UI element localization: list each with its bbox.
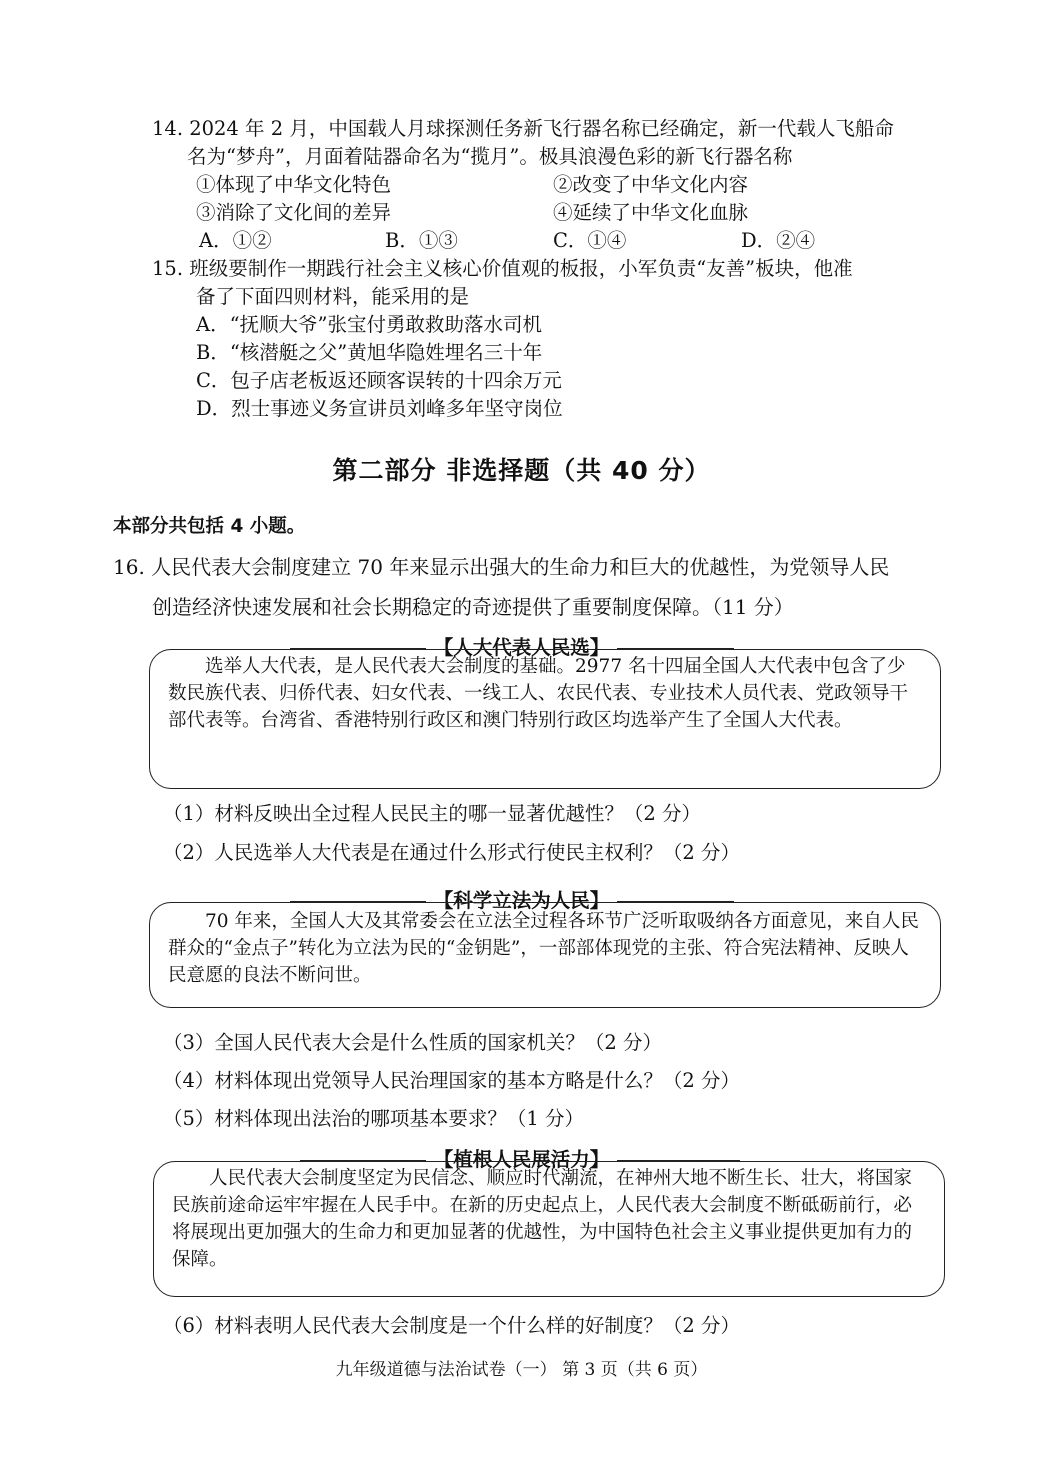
q15-choice-a: A．“抚顺大爷”张宝付勇敢救助落水司机	[196, 313, 543, 336]
q15-choice-c: C．包子店老板返还顾客误转的十四余万元	[196, 369, 562, 392]
q16-sub5: （5）材料体现出法治的哪项基本要求？（1 分）	[163, 1107, 585, 1130]
material-box-2	[149, 902, 941, 1008]
q16-stem-line1: 16. 人民代表大会制度建立 70 年来显示出强大的生命力和巨大的优越性，为党领导人民	[113, 555, 890, 579]
box2-text: 70 年来，全国人大及其常委会在立法全过程各环节广泛听取吸纳各方面意见，来自人民群众的“金点子”转化为立法为民的“金钥匙”，一部部体现党的主张、符合宪法精神、反映人民意愿的良法不断问世。	[168, 911, 919, 986]
part2-title: 第二部分 非选择题（共 40 分）	[332, 456, 711, 485]
box1-text: 选举人大代表，是人民代表大会制度的基础。2977 名十四届全国人大代表中包含了少数民族代表、归侨代表、妇女代表、一线工人、农民代表、专业技术人员代表、党政领导干部代表等。台湾省、香港特别行政区和澳门特别行政区均选举产生了全国人大代表。	[168, 656, 909, 731]
q14-choice-d: D．②④	[741, 229, 816, 252]
q14-option-4: ④延续了中华文化血脉	[553, 201, 749, 224]
q14-option-3: ③消除了文化间的差异	[196, 201, 392, 224]
q16-stem-line2: 创造经济快速发展和社会长期稳定的奇迹提供了重要制度保障。（11 分）	[152, 595, 794, 619]
q15-choice-b: B．“核潜艇之父”黄旭华隐姓埋名三十年	[196, 341, 543, 364]
box3-title: 【植根人民展活力】	[0, 1148, 1043, 1172]
q15-stem-line1: 15. 班级要制作一期践行社会主义核心价值观的板报，小军负责“友善”板块，他准	[152, 257, 853, 280]
q14-option-1: ①体现了中华文化特色	[196, 173, 392, 196]
q16-sub2: （2）人民选举人大代表是在通过什么形式行使民主权利？（2 分）	[163, 841, 741, 864]
q14-stem-line1: 14. 2024 年 2 月，中国载人月球探测任务新飞行器名称已经确定，新一代载人飞船命	[152, 117, 894, 140]
part2-intro: 本部分共包括 4 小题。	[113, 516, 306, 537]
q14-choice-b: B．①③	[385, 229, 458, 252]
q14-choice-c: C．①④	[553, 229, 627, 252]
material-box-1	[149, 649, 941, 789]
q16-sub4: （4）材料体现出党领导人民治理国家的基本方略是什么？（2 分）	[163, 1069, 741, 1092]
page-footer: 九年级道德与法治试卷（一） 第 3 页（共 6 页）	[335, 1360, 708, 1380]
q15-stem-line2: 备了下面四则材料，能采用的是	[196, 285, 470, 308]
q16-sub3: （3）全国人民代表大会是什么性质的国家机关？（2 分）	[163, 1031, 663, 1054]
q15-choice-d: D．烈士事迹义务宣讲员刘峰多年坚守岗位	[196, 397, 563, 420]
material-box-3	[153, 1161, 945, 1297]
q14-option-2: ②改变了中华文化内容	[553, 173, 749, 196]
q16-sub1: （1）材料反映出全过程人民民主的哪一显著优越性？（2 分）	[163, 802, 702, 825]
box1-title: 【人大代表人民选】	[0, 636, 1043, 660]
box2-title: 【科学立法为人民】	[0, 889, 1043, 913]
q14-choice-a: A．①②	[199, 229, 272, 252]
q16-sub6: （6）材料表明人民代表大会制度是一个什么样的好制度？（2 分）	[163, 1314, 741, 1337]
box3-text: 人民代表大会制度坚定为民信念、顺应时代潮流，在神州大地不断生长、壮大，将国家民族前途命运牢牢握在人民手中。在新的历史起点上，人民代表大会制度不断砥砺前行，必将展现出更加强大的生命力和更加显著的优越性，为中国特色社会主义事业提供更加有力的保障。	[172, 1168, 913, 1270]
q14-stem-line2: 名为“梦舟”，月面着陆器命名为“揽月”。极具浪漫色彩的新飞行器名称	[187, 145, 793, 168]
